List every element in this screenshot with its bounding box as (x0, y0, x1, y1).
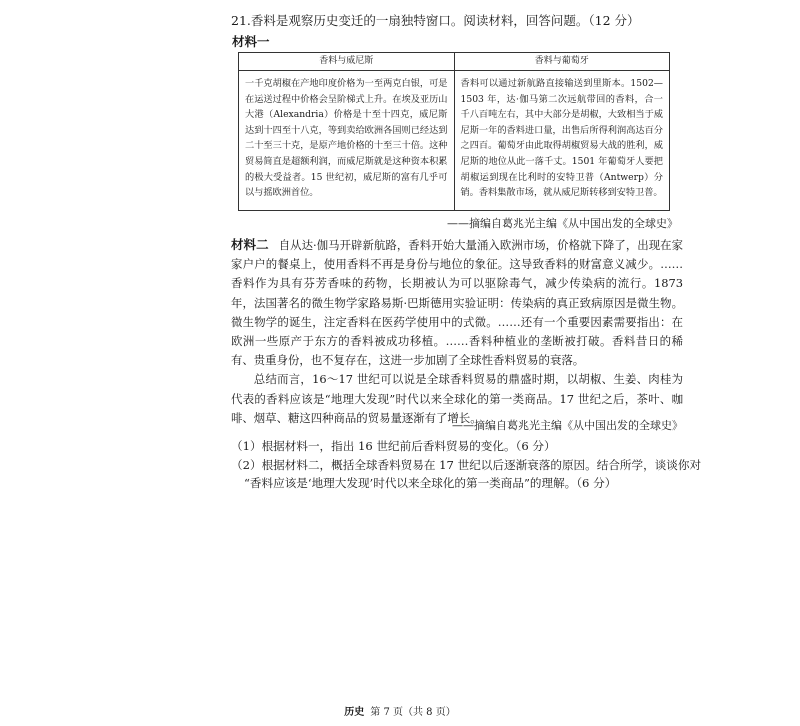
subquestion-1: （1）根据材料一，指出 16 世纪前后香料贸易的变化。（6 分） (231, 439, 556, 453)
footer-subject: 历史 (344, 707, 365, 718)
subquestion-2-line-1: （2）根据材料二，概括全球香料贸易在 17 世纪以后逐渐衰落的原因。结合所学，谈谈你对 (231, 458, 702, 472)
footer-page-number: 第 7 页（共 8 页） (370, 707, 456, 718)
material-1-source: ——摘编自葛兆光主编《从中国出发的全球史》 (447, 217, 678, 230)
material-1-table (238, 52, 670, 211)
material-2-paragraph-2: 总结而言，16～17 世纪可以说是全球香料贸易的鼎盛时期，以胡椒、生姜、肉桂为代表的香料应该是“地理大发现”时代以来全球化的第一类商品。17 世纪之后，茶叶、咖啡、烟草、糖这四种商品的贸易量逐渐有了增长。 (231, 372, 683, 425)
material-2 (231, 235, 683, 428)
question-title: 21.香料是观察历史变迁的一扇独特窗口。阅读材料，回答问题。（12 分） (231, 13, 640, 28)
material-1-label: 材料一 (232, 34, 270, 49)
table-cell-venice: 一千克胡椒在产地印度价格为一至两克白银，可是在运送过程中价格会呈阶梯式上升。在埃及亚历山大港（Alexandria）价格是十至十四克，威尼斯达到十四至十八克，等到卖给欧洲各国则已经达到二十至三十克，是原产地价格的十至三十倍。这种贸易简直是超额利润，而威尼斯就是这种资本积累的极大受益者。15 世纪初，威尼斯的富有几乎可以与摇欧洲首位。 (239, 71, 455, 211)
subquestion-2-line-2: “香料应该是‘地理大发现’时代以来全球化的第一类商品”的理解。（6 分） (244, 476, 617, 490)
material-2-label: 材料二 (231, 237, 269, 252)
material-2-paragraph-1 (231, 235, 683, 370)
table-cell-portugal: 香料可以通过新航路直接输送到里斯本。1502—1503 年，达·伽马第二次远航带回的香料，合一千八百吨左右，其中大部分是胡椒，大致相当于威尼斯一年的香料进口量，出售后所得利润高达百分之四百。葡萄牙由此取得胡椒贸易大战的胜利，威尼斯的地位从此一落千丈。1501 年葡萄牙人要把胡椒运到现在比利时的安特卫普（Antwerp）分销。香料集散市场，就从威尼斯转移到安特卫普。 (454, 71, 670, 211)
material-2-text-1: 自从达·伽马开辟新航路，香料开始大量涌入欧洲市场，价格就下降了，出现在家家户户的餐桌上，使用香料不再是身份与地位的象征。这导致香料的财富意义减少。……香料作为具有芬芳香味的药物，长期被认为可以驱除毒气，减少传染病的流行。1873 年，法国著名的微生物学家路易斯·巴斯德用实验证明：传染病的真正致病原因是微生物。微生物学的诞生，注定香料在医药学使用中的式微。……还有一个重要因素需要指出：在欧洲一些原产于东方的香料被成功移植。……香料种植业的垄断被打破。香料昔日的稀有、贵重身份，也不复存在，这进一步加剧了全球性香料贸易的衰落。 (231, 238, 683, 368)
page-footer (0, 706, 800, 720)
table-header-venice: 香料与威尼斯 (239, 53, 455, 71)
material-2-source: ——摘编自葛兆光主编《从中国出发的全球史》 (452, 419, 683, 432)
table-header-portugal: 香料与葡萄牙 (454, 53, 670, 71)
